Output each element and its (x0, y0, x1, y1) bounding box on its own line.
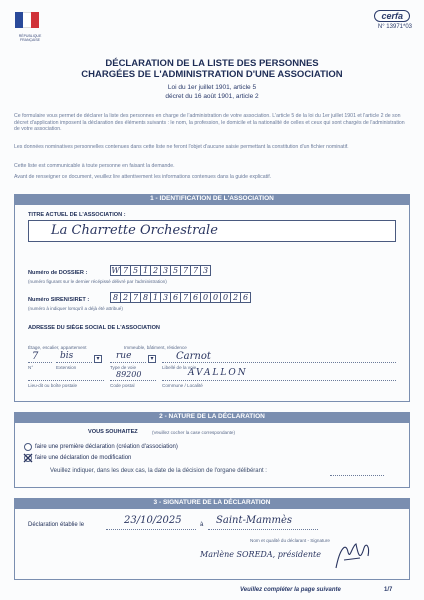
col-type: Type de voie (110, 365, 137, 370)
option-modification-label: faire une déclaration de modification (35, 455, 132, 461)
siren-number-field[interactable] (110, 292, 250, 303)
association-title-label: TITRE ACTUEL DE L'ASSOCIATION : (28, 212, 126, 218)
col-street-name: Libellé de la voie (162, 365, 197, 370)
handwritten-signature (330, 538, 374, 574)
extension-field[interactable] (56, 362, 92, 363)
lieu-dit-field[interactable] (28, 380, 104, 381)
extension-dropdown[interactable]: ▾ (94, 355, 102, 363)
intro-paragraph-3: Cette liste est communicable à toute personne en faisant la demande. (14, 163, 175, 169)
street-name-value: Carnot (176, 351, 211, 362)
siren-digit: 6 (240, 292, 251, 303)
decision-date-field[interactable] (330, 475, 384, 476)
intro-paragraph-1: Ce formulaire vous permet de déclarer la liste des personnes en charge de l'administration de votre association. L'article 5 de la loi du 1er juillet 1901 et l'article 2 de son décret d'application imposent la déclaration des éléments suivants : le nom, la profession, le domicile et la nationalité de celles et ceux qui sont chargés de l'administration de votre association. (14, 113, 405, 132)
signatory-name: Marlène SOREDA, présidente (200, 550, 321, 559)
cerfa-number: N° 13971*03 (377, 24, 412, 30)
dossier-digit: 3 (200, 265, 211, 276)
col-num: N° (28, 365, 34, 370)
decision-date-instruction: Veuillez indiquer, dans les deux cas, la date de la décision de l'organe délibérant : (50, 468, 267, 474)
siren-digit: 8 (140, 292, 151, 303)
address-hint-building: Immeuble, bâtiment, résidence (124, 345, 187, 350)
siren-digit: 7 (180, 292, 191, 303)
col-lieu-dit: Lieu-dit ou boîte postale (28, 383, 78, 388)
voie-type-dropdown[interactable]: ▾ (148, 355, 156, 363)
siren-digit: 7 (130, 292, 141, 303)
continue-next-page: Veuillez compléter la page suivante (240, 587, 341, 593)
intro-paragraph-2: Les données nominatives personnelles contenues dans cette liste ne feront l'objet d'aucune saisie permettant la constitution d'un fichier nominatif. (14, 144, 349, 150)
dossier-digit: 2 (150, 265, 161, 276)
siren-digit: 6 (190, 292, 201, 303)
declaration-place-prefix: à (200, 522, 204, 528)
siren-digit: 0 (220, 292, 231, 303)
decree-reference: décret du 16 août 1901, article 2 (165, 93, 259, 100)
postal-code-value: 89200 (116, 370, 142, 379)
street-name-field[interactable] (162, 362, 396, 363)
siren-digit: 2 (120, 292, 131, 303)
dossier-number-field[interactable] (110, 265, 210, 276)
declaration-date-label: Déclaration établie le (28, 522, 85, 528)
siren-digit: 0 (200, 292, 211, 303)
voie-type-value: rue (116, 351, 132, 361)
dossier-digit: 7 (120, 265, 131, 276)
form-title-line2: CHARGÉES DE L'ADMINISTRATION D'UNE ASSOCIATION (81, 69, 343, 80)
association-title-value: La Charrette Orchestrale (51, 223, 218, 238)
checkmark-icon (23, 453, 33, 463)
siren-digit: 6 (170, 292, 181, 303)
siren-digit: 0 (210, 292, 221, 303)
street-number-value: 7 (32, 351, 39, 362)
law-reference: Loi du 1er juillet 1901, article 5 (167, 84, 257, 91)
option-first-declaration-label: faire une première déclaration (création d'association) (35, 444, 178, 450)
col-commune: Commune / Localité (162, 383, 203, 388)
dossier-digit: 3 (160, 265, 171, 276)
siren-hint: (numéro à indiquer lorsqu'il a déjà été attribué) (28, 306, 123, 311)
cerfa-logo: cerfa (374, 10, 410, 22)
address-label: ADRESSE DU SIÈGE SOCIAL DE L'ASSOCIATION (28, 325, 160, 331)
commune-field[interactable] (162, 380, 396, 381)
voie-type-field[interactable] (110, 362, 146, 363)
siren-digit: 3 (160, 292, 171, 303)
intro-paragraph-4: Avant de renseigner ce document, veuillez lire attentivement les informations contenues dans la guide explicatif. (14, 174, 272, 180)
siren-digit: 1 (150, 292, 161, 303)
siren-digit: 8 (110, 292, 121, 303)
flag-icon (15, 12, 39, 28)
col-extension: Extension (56, 365, 77, 370)
declaration-place-value: Saint-Mammès (216, 515, 293, 526)
dossier-label: Numéro de DOSSIER : (28, 270, 88, 276)
dossier-hint: (numéro figurant sur le dernier récépissé délivré par l'administration) (28, 279, 167, 284)
logo-text: RÉPUBLIQUE FRANÇAISE (18, 34, 42, 42)
form-title (40, 58, 384, 80)
dossier-digit: 5 (130, 265, 141, 276)
siren-digit: 2 (230, 292, 241, 303)
dossier-digit: 1 (140, 265, 151, 276)
option-modification-radio[interactable] (24, 454, 32, 462)
street-number-field[interactable] (28, 362, 52, 363)
form-title-line1: DÉCLARATION DE LA LISTE DES PERSONNES (105, 58, 319, 69)
dossier-digit: 7 (190, 265, 201, 276)
dossier-digit: W (111, 266, 120, 275)
signature-label: Nom et qualité du déclarant - Signature (250, 538, 330, 543)
republique-francaise-logo (10, 8, 50, 54)
address-hint-floor: Étage, escalier, appartement (28, 345, 87, 350)
declaration-date-field[interactable] (106, 529, 196, 530)
siren-label: Numéro SIREN/SIRET : (28, 297, 90, 303)
declaration-date-value: 23/10/2025 (124, 515, 182, 526)
page-number: 1/7 (384, 587, 393, 593)
section2-header: 2 - NATURE DE LA DÉCLARATION (14, 412, 410, 422)
dossier-digit: 5 (170, 265, 181, 276)
col-postal-code: Code postal (110, 383, 135, 388)
section1-header: 1 - IDENTIFICATION DE L'ASSOCIATION (14, 194, 410, 204)
section3-header: 3 - SIGNATURE DE LA DÉCLARATION (14, 498, 410, 508)
option-first-declaration-radio[interactable] (24, 443, 32, 451)
extension-value: bis (60, 351, 74, 361)
dossier-digit: 7 (180, 265, 191, 276)
postal-code-field[interactable] (110, 380, 156, 381)
declaration-place-field[interactable] (208, 529, 318, 530)
souhaitez-label: VOUS SOUHAITEZ (88, 429, 138, 435)
association-title-field[interactable] (28, 220, 396, 242)
commune-value: AVALLON (188, 368, 248, 378)
souhaitez-hint: (Veuillez cocher la case correspondante) (152, 430, 235, 435)
